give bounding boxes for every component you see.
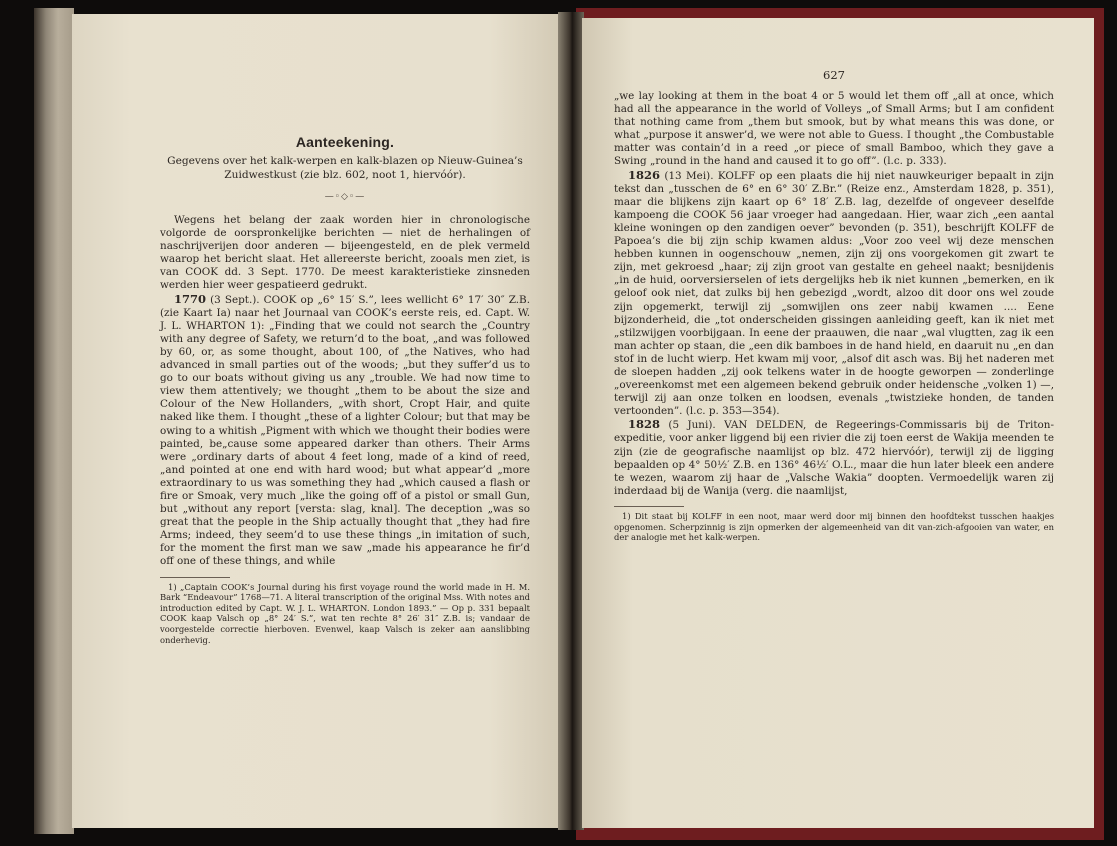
left-footnote <box>160 582 530 646</box>
section-heading: Aanteekening. <box>295 134 395 150</box>
book-gutter <box>558 12 584 830</box>
left-body-text <box>160 214 530 569</box>
book-page-edges-left <box>34 8 74 834</box>
delden-1828-paragraph <box>614 418 1054 498</box>
cook-1770-paragraph <box>160 293 530 569</box>
footnote-rule <box>160 577 230 578</box>
right-body-text <box>614 90 1054 498</box>
kolff-1826-paragraph <box>614 169 1054 419</box>
delden-1828-text: (5 Juni). VAN DELDEN, de Regeerings-Commissaris bij de Triton-expeditie, voor anker liggend bij een rivier die zij toen eerst de Wakija meenden te zijn (zie de geografische naamlijst op blz. 472 hiervóór), terwijl zij de ligging bepaalden op 4° 50½′ Z.B. en 136° 46½′ O.L., maar die hun later bleek een andere te wezen, waarom zij haar de „Valsche Wakia” doopten. Vermoedelijk waren zij inderdaad bij de Wanija (verg. die naamlijst, <box>614 419 1054 497</box>
footnote-1-right: 1) Dit staat bij KOLFF in een noot, maar werd door mij binnen den hoofdtekst tusschen haakjes opgenomen. Scherpzinnig is zijn opmerken der algemeenheid van dit van-zich-afgooien van water, en der analogie met het kalk-werpen. <box>614 510 1054 543</box>
kolff-1826-text: (13 Mei). KOLFF op een plaats die hij niet nauwkeuriger bepaalt in zijn tekst dan „tusschen de 6° en 6° 30′ Z.Br.” (Reize enz., Amsterdam 1828, p. 351), maar die blijkens zijn kaart op 6° 18′ Z.B. lag, dezelfde of ongeveer deselfde kampoeng die COOK 56 jaar vroeger had aangedaan. Hier, waar zich „een aantal kleine woningen op den zandigen oever” bevonden (p. 351), beschrijft KOLFF de Papoea’s die bij zijn schip kwamen aldus: „Voor zoo veel wij deze menschen hebben kunnen in oogenschouw „nemen, zijn zij ons voorgekomen git zwart te zijn, met gekroesd „haar; zij zijn groot van gestalte en geheel naakt; besnijdenis „in de huid, oorversierselen of iets dergelijks heb ik niet kunnen „bemerken, en ik geloof ook niet, dat zulks bij hen gebezigd „wordt, alzoo dit door ons wel zoude zijn opgemerkt, terwijl zij „somwijlen ons zeer nabij kwamen .... Eene bijzonderheid, die „tot onderscheiden gissingen aanleiding geeft, kan ik niet met „stilzwijgen voorbijgaan. In eene der praauwen, die naar „wal vlugtten, zag ik een man achter op staan, die „een dik bamboes in de hand hield, en daaruit nu „en dan stof in de lucht wierp. Het kwam mij voor, „alsof dit asch was. Bij het naderen met de sloepen hadden „zij ook telkens water in de hoogte geworpen — zonderlinge „overeenkomst met een algemeen bekend gebruik onder heidensche „volken 1) —, terwijl zij aan onze tolken en loodsen, evenals „twistzieke honden, de tanden vertoonden”. (l.c. p. 353—354). <box>614 169 1055 418</box>
right-page-column <box>614 68 1054 543</box>
footnote-rule <box>614 506 684 507</box>
section-subtitle: Gegevens over het kalk-werpen en kalk-blazen op Nieuw-Guinea’s Zuidwestkust (zie blz. 602, noot 1, hiervóór). <box>167 155 523 181</box>
footnote-1-left: 1) „Captain COOK’s Journal during his first voyage round the world made in H. M. Bark “Endeavour” 1768—71. A literal transcription of the original Mss. With notes and introduction edited by Capt. W. J. L. WHARTON. London 1893.” — Op p. 331 bepaalt COOK kaap Valsch op „8° 24′ S.”, wat ten rechte 8° 26′ 31″ Z.B. is; vandaar de voorgestelde correctie hierboven. Evenwel, kaap Valsch is zeker aan aanslibbing onderhevig. <box>160 581 530 645</box>
right-page <box>582 18 1094 828</box>
right-footnote <box>614 511 1054 543</box>
ornament-divider: —◦◇◦— <box>324 192 366 202</box>
year-1828: 1828 <box>628 417 661 432</box>
cook-quote-continued: „we lay looking at them in the boat 4 or 5 would let them off „all at once, which had all the appearance in the world of Volleys „of Small Arms; but I am confident that nothing came from „them but smook, but by what means this was done, or what „purpose it answer’d, we were not able to Guess. I thought „the Combustable matter was contain’d in a reed „or piece of small Bamboo, which they gave a Swing „round in the hand and caused it to go off”. (l.c. p. 333). <box>614 90 1054 168</box>
left-page-column <box>160 134 530 645</box>
intro-paragraph: Wegens het belang der zaak worden hier in chronologische volgorde de oorspronkelijke berichten — niet de herhalingen of naschrijverijen door anderen — bijeengesteld, en de plek vermeld waarop het bericht slaat. Het allereerste bericht, zooals men ziet, is van COOK dd. 3 Sept. 1770. De meest karakteristieke zinsneden werden hier weer gespatieerd gedrukt. <box>160 214 530 292</box>
cook-1770-text: (3 Sept.). COOK op „6° 15′ S.”, lees wellicht 6° 17′ 30″ Z.B. (zie Kaart Ia) naar het Journaal van COOK’s eerste reis, ed. Capt. W. J. L. WHARTON 1): „Finding that we could not search the „Country with any degree of Safety, we return’d to the boat, „and was followed by 60, or, as some thought, about 100, of „the Natives, who had advanced in small parties out of the woods; „but they suffer’d us to go to our boats without giving us any „trouble. We had now time to view them attentively; we thought „them to be about the size and Colour of the New Hollanders, „with short, Cropt Hair, and quite naked like them. I thought „these of a lighter Colour; but that may be owing to a whitish „Pigment with which we thought their bodies were painted, be„cause some appeared darker than others. Their Arms were „ordinary darts of about 4 feet long, made of a kind of reed, „and pointed at one end with hard wood; but what appear’d „more extraordinary to us was something they had „which caused a flash or fire or Smoak, very much „like the going off of a pistol or small Gun, but „without any report [versta: slag, knal]. The deception „was so great that the people in the Ship actually thought that „they had fire Arms; indeed, they seem’d to use these things „in imitation of such, for the moment the first man we saw „made his appearance he fir’d off one of these things, and while <box>160 293 530 568</box>
year-1770: 1770 <box>174 291 207 306</box>
left-page <box>72 14 562 828</box>
page-number: 627 <box>823 68 845 82</box>
year-1826: 1826 <box>628 167 661 182</box>
